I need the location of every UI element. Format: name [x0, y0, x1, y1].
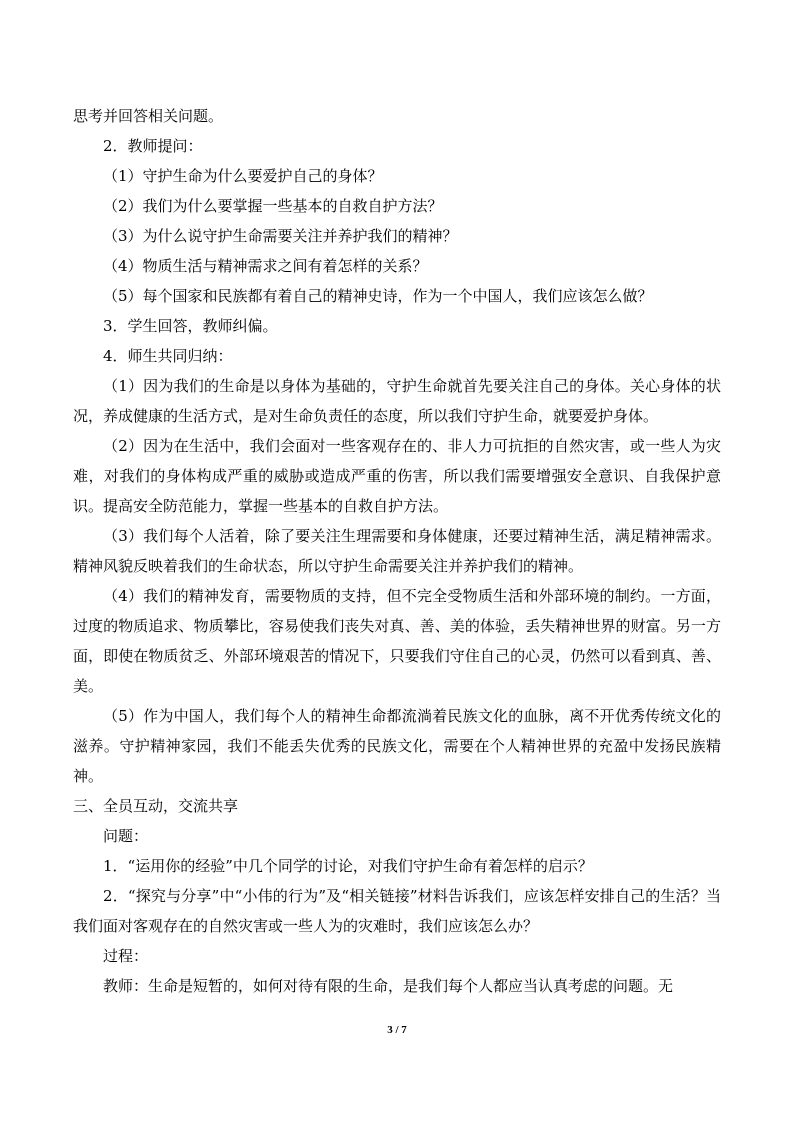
document-body: [73, 101, 721, 1001]
paragraph: （2）我们为什么要掌握一些基本的自救自护方法？: [103, 197, 443, 215]
paragraph: （3）我们每个人活着，除了要关注生理需要和身体健康，还要过精神生活，满足精神需求。精神风貌反映着我们的生命状态，所以守护生命需要关注并养护我们的精神。: [73, 527, 721, 575]
paragraph: （5）每个国家和民族都有着自己的精神史诗，作为一个中国人，我们应该怎么做？: [103, 287, 653, 305]
paragraph: （1）守护生命为什么要爱护自己的身体？: [103, 167, 383, 185]
paragraph: 4．师生共同归纳：: [103, 347, 233, 365]
paragraph: 3．学生回答，教师纠偏。: [103, 317, 278, 335]
paragraph: 1．“运用你的经验”中几个同学的讨论，对我们守护生命有着怎样的启示？: [103, 857, 593, 875]
paragraph: （3）为什么说守护生命需要关注并养护我们的精神？: [103, 227, 458, 245]
paragraph: 三、全员互动，交流共享: [73, 797, 239, 815]
paragraph: 思考并回答相关问题。: [73, 107, 224, 125]
paragraph: （4）物质生活与精神需求之间有着怎样的关系？: [103, 257, 428, 275]
paragraph: （5）作为中国人，我们每个人的精神生命都流淌着民族文化的血脉，离不开优秀传统文化的滋养。守护精神家园，我们不能丢失优秀的民族文化，需要在个人精神世界的充盈中发扬民族精神。: [73, 707, 721, 785]
paragraph: （1）因为我们的生命是以身体为基础的，守护生命就首先要关注自己的身体。关心身体的状况，养成健康的生活方式，是对生命负责任的态度，所以我们守护生命，就要爱护身体。: [73, 377, 721, 425]
paragraph: （2）因为在生活中，我们会面对一些客观存在的、非人力可抗拒的自然灾害，或一些人为灾难，对我们的身体构成严重的威胁或造成严重的伤害，所以我们需要增强安全意识、自我保护意识。提高安全防范能力，掌握一些基本的自救自护方法。: [73, 437, 721, 515]
paragraph: 2．“探究与分享”中“小伟的行为”及“相关链接”材料告诉我们，应该怎样安排自己的生活？当我们面对客观存在的自然灾害或一些人为的灾难时，我们应该怎么办？: [73, 887, 721, 935]
page-number: 3 / 7: [387, 1024, 407, 1036]
paragraph: 2．教师提问：: [103, 137, 203, 155]
paragraph: 问题：: [103, 827, 149, 845]
paragraph: 过程：: [103, 947, 149, 965]
paragraph: （4）我们的精神发育，需要物质的支持，但不完全受物质生活和外部环境的制约。一方面，过度的物质追求、物质攀比，容易使我们丧失对真、善、美的体验，丢失精神世界的财富。另一方面，即使在物质贫乏、外部环境艰苦的情况下，只要我们守住自己的心灵，仍然可以看到真、善、美。: [73, 587, 721, 695]
paragraph: 教师：生命是短暂的，如何对待有限的生命，是我们每个人都应当认真考虑的问题。无: [103, 977, 674, 995]
